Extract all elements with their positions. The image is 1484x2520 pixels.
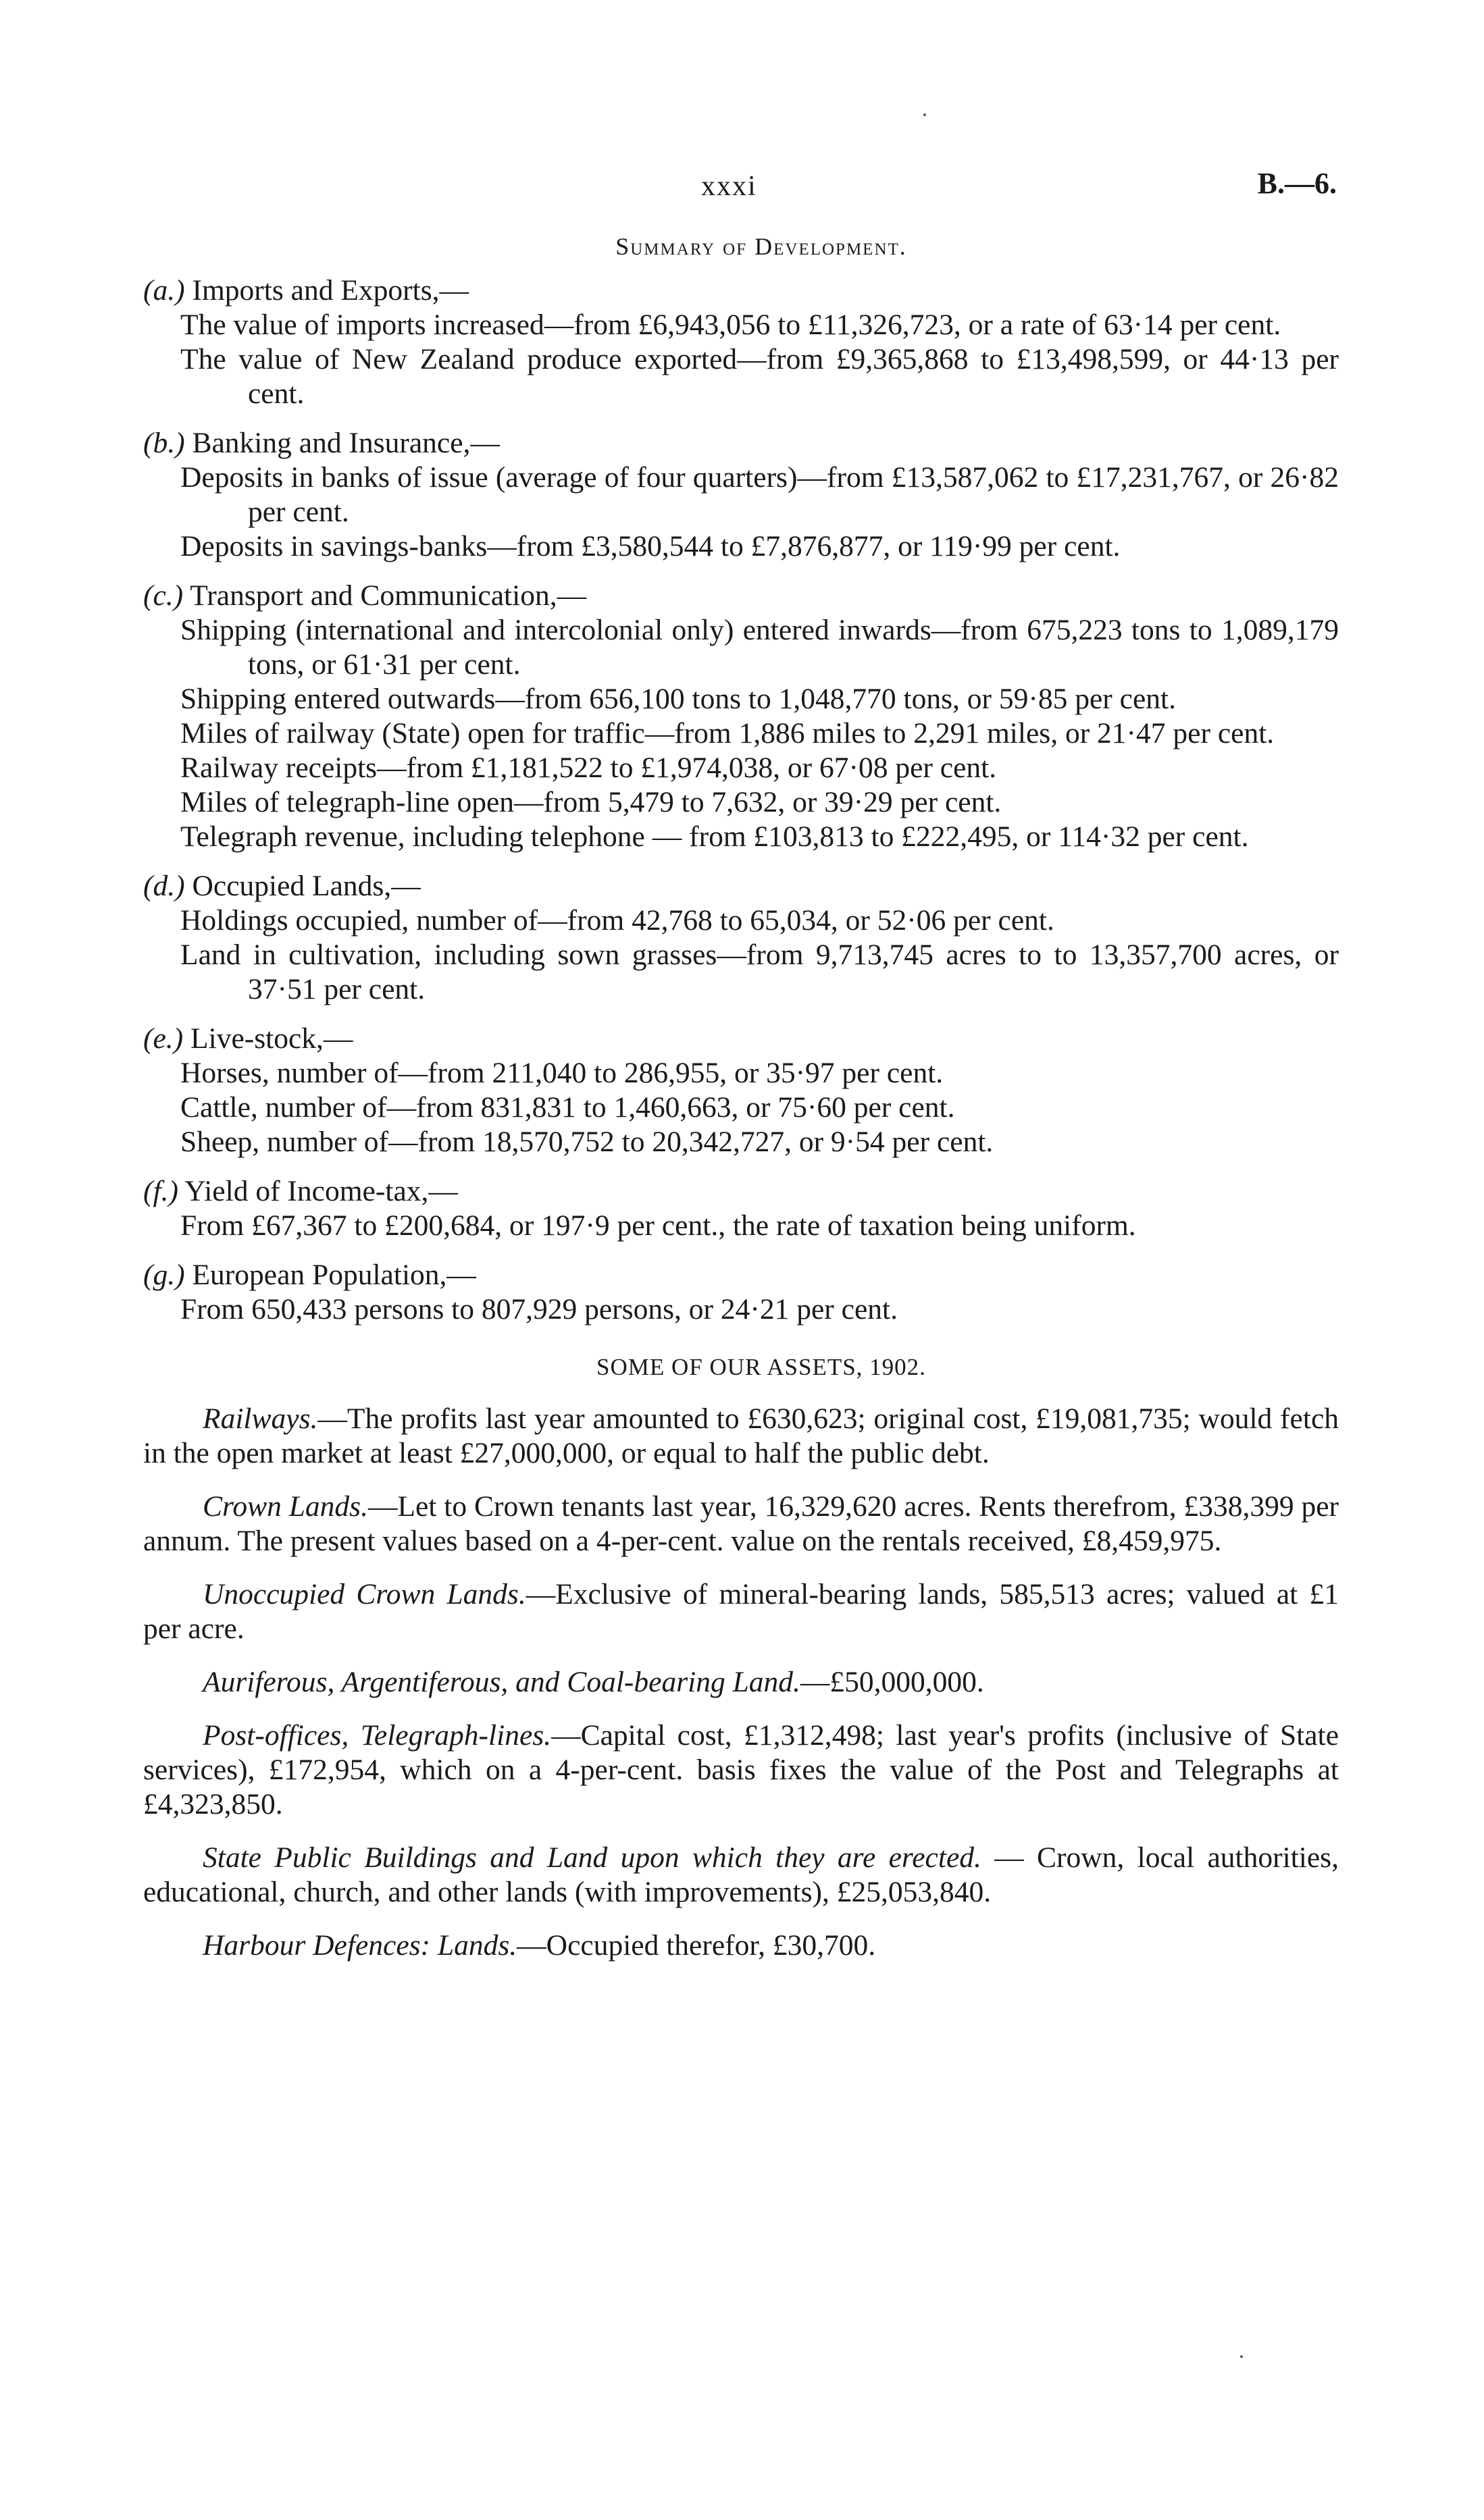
summary-item: Miles of railway (State) open for traffic—from 1,886 miles to 2,291 miles, or 21·47 per cent.	[180, 717, 1275, 750]
document-reference: B.—6.	[1257, 167, 1337, 200]
asset-entry	[143, 1402, 1339, 1471]
category-heading	[143, 1022, 1339, 1056]
summary-category	[143, 1022, 1339, 1159]
category-title: European Population,—	[192, 1259, 476, 1291]
summary-title: Summary of Development.	[615, 233, 907, 260]
summary-category	[143, 579, 1339, 854]
asset-heading: Post-offices, Telegraph-lines.	[203, 1719, 552, 1752]
category-letter: (d.)	[143, 870, 185, 902]
category-heading	[143, 1258, 1339, 1292]
summary-category	[143, 869, 1339, 1007]
summary-item: The value of imports increased—from £6,943,056 to £11,326,723, or a rate of 63·14 per cent.	[180, 309, 1281, 341]
category-letter: (b.)	[143, 427, 185, 459]
summary-item: Deposits in savings-banks—from £3,580,544 to £7,876,877, or 119·99 per cent.	[180, 530, 1121, 562]
category-title: Transport and Communication,—	[190, 579, 587, 612]
category-title: Occupied Lands,—	[192, 870, 421, 902]
page-speck	[1240, 2355, 1243, 2358]
asset-text: —The profits last year amounted to £630,623; original cost, £19,081,735; would fetch in the open market at least £27,000,000, or equal to half the public debt.	[143, 1402, 1339, 1469]
page-speck	[923, 113, 926, 116]
asset-entry	[143, 1928, 1339, 1963]
summary-item: Land in cultivation, including sown grasses—from 9,713,745 acres to to 13,357,700 acres, or 37·51 per cent.	[180, 939, 1339, 1005]
asset-heading: Auriferous, Argentiferous, and Coal-bearing Land.	[203, 1666, 800, 1698]
category-heading	[143, 1174, 1339, 1209]
category-letter: (c.)	[143, 579, 184, 612]
summary-item: Holdings occupied, number of—from 42,768 to 65,034, or 52·06 per cent.	[180, 904, 1054, 937]
summary-category	[143, 1258, 1339, 1327]
asset-text: —Occupied therefor, £30,700.	[517, 1929, 876, 1962]
summary-item: From 650,433 persons to 807,929 persons, or 24·21 per cent.	[180, 1293, 898, 1325]
asset-text: —Let to Crown tenants last year, 16,329,620 acres. Rents therefrom, £338,399 per annum. The present values based on a 4-per-cent. value on the rentals received, £8,459,975.	[143, 1490, 1339, 1557]
category-title: Imports and Exports,—	[192, 274, 469, 307]
page-body	[143, 230, 1339, 1982]
summary-category	[143, 426, 1339, 564]
category-heading	[143, 426, 1339, 461]
asset-entry	[143, 1718, 1339, 1822]
summary-item: Horses, number of—from 211,040 to 286,955, or 35·97 per cent.	[180, 1057, 944, 1089]
summary-category	[143, 1174, 1339, 1243]
asset-heading: Railways.	[203, 1402, 318, 1435]
asset-entry	[143, 1841, 1339, 1910]
asset-entry	[143, 1665, 1339, 1700]
asset-text: —£50,000,000.	[800, 1666, 984, 1698]
asset-text: —Capital cost, £1,312,498; last year's profits (inclusive of State services), £172,954, which on a 4-per-cent. basis fixes the value of the Post and Telegraphs at £4,323,850.	[143, 1719, 1339, 1820]
summary-item: From £67,367 to £200,684, or 197·9 per cent., the rate of taxation being uniform.	[180, 1209, 1136, 1242]
asset-heading: State Public Buildings and Land upon which they are erected.	[203, 1841, 981, 1874]
asset-text: — Crown, local authorities, educational, church, and other lands (with improvements), £25,053,840.	[143, 1841, 1339, 1908]
asset-entry	[143, 1490, 1339, 1558]
asset-text: —Exclusive of mineral-bearing lands, 585,513 acres; valued at £1 per acre.	[143, 1578, 1339, 1645]
category-title: Yield of Income-tax,—	[184, 1175, 458, 1207]
category-letter: (g.)	[143, 1259, 185, 1291]
page-header	[0, 167, 1484, 211]
summary-item: Sheep, number of—from 18,570,752 to 20,342,727, or 9·54 per cent.	[180, 1126, 994, 1158]
summary-item: Telegraph revenue, including telephone — from £103,813 to £222,495, or 114·32 per cent.	[180, 820, 1249, 853]
category-title: Live-stock,—	[190, 1022, 353, 1055]
category-heading	[143, 273, 1339, 308]
asset-entry	[143, 1577, 1339, 1646]
asset-heading: Crown Lands.	[203, 1490, 368, 1523]
category-letter: (a.)	[143, 274, 185, 307]
category-heading	[143, 869, 1339, 903]
summary-item: Shipping (international and intercolonial only) entered inwards—from 675,223 tons to 1,089,179 tons, or 61·31 per cent.	[180, 614, 1339, 681]
summary-category	[143, 273, 1339, 411]
summary-item: The value of New Zealand produce exported—from £9,365,868 to £13,498,599, or 44·13 per cent.	[180, 343, 1339, 410]
summary-item: Shipping entered outwards—from 656,100 tons to 1,048,770 tons, or 59·85 per cent.	[180, 683, 1176, 715]
category-letter: (f.)	[143, 1175, 178, 1207]
asset-heading: Unoccupied Crown Lands.	[203, 1578, 526, 1610]
category-heading	[143, 579, 1339, 613]
category-title: Banking and Insurance,—	[192, 427, 500, 459]
category-letter: (e.)	[143, 1022, 184, 1055]
page-number: xxxi	[701, 171, 757, 202]
assets-title: SOME OF OUR ASSETS, 1902.	[596, 1354, 926, 1380]
summary-item: Miles of telegraph-line open—from 5,479 to 7,632, or 39·29 per cent.	[180, 786, 1002, 818]
asset-heading: Harbour Defences: Lands.	[203, 1929, 517, 1962]
summary-item: Deposits in banks of issue (average of four quarters)—from £13,587,062 to £17,231,767, or 26·82 per cent.	[180, 461, 1339, 528]
summary-item: Cattle, number of—from 831,831 to 1,460,663, or 75·60 per cent.	[180, 1091, 955, 1124]
summary-item: Railway receipts—from £1,181,522 to £1,974,038, or 67·08 per cent.	[180, 752, 997, 784]
